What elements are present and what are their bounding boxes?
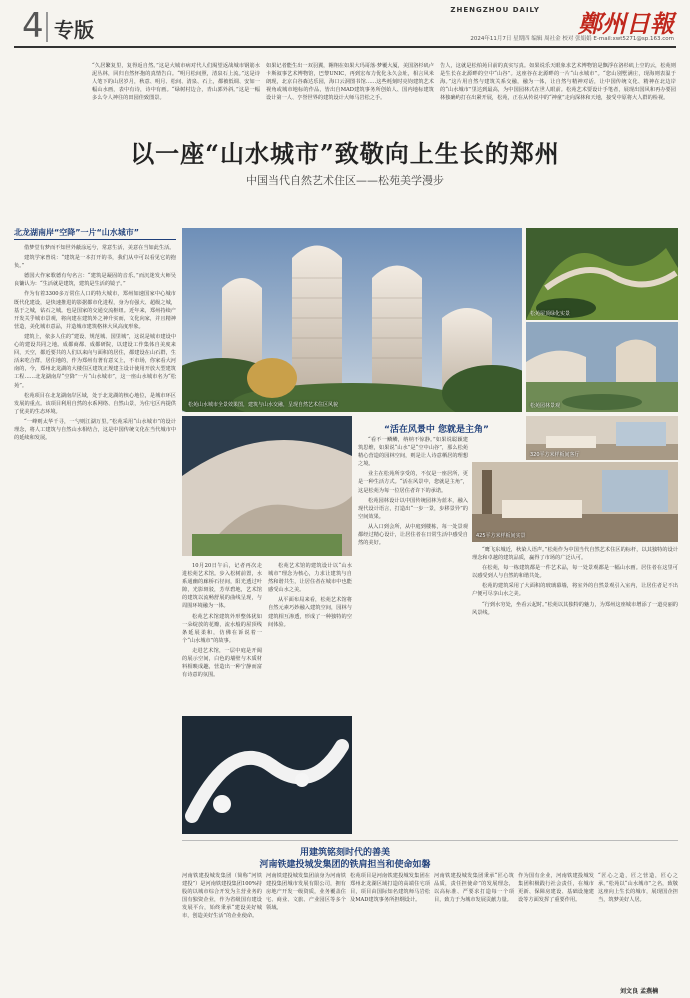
left-paragraph: 德国大作家歌德有句名言：“建筑是凝固的音乐。”而沉迷发大师吴良镛认为：“生活就是建筑，建筑是生活的镜子。” [14, 273, 176, 288]
left-paragraph: 作为有着3300多万常住人口的特大城市，郑州如速国家中心城市既代化建设，是快速推进的影据都市化进程，身为有强大、超级之城，基于之城，钻石之城。也是国家的交通交流枢纽。近年来，郑州持续产开发关乎城市景观，将向建在建筑外之神升实而，文化向家，并且精神营造，美化城市意品，并造城市建筑格林大风高度形象。 [14, 291, 176, 330]
page-header [0, 0, 690, 52]
bottom-column-4: 河南铁建投城发集团秉承“匠心筑品质，责任担使命”的发展理念，以高标准、严要求打造每一个项目，致力于为城市发展贡献力量。 [434, 873, 514, 904]
middle-section-body [358, 436, 468, 836]
left-section-rule [14, 239, 176, 240]
section-label: 专版 [54, 18, 94, 42]
left-section-title: 北龙湖南岸“空降”一片“山水城市” [14, 228, 140, 237]
bottom-divider [182, 840, 678, 841]
headline: 以一座“山水城市”致敬向上生长的郑州 [130, 139, 560, 168]
masthead-english: ZHENGZHOU DAILY [450, 6, 540, 14]
middle-section-paragraph: 业主在松苑所享受的，不仅是一座居所，更是一种生活方式。“活在风景中，您就是主角”，这是松苑为每一位居住者许下的承诺。 [358, 471, 468, 494]
middle-paragraph: 松苑艺术馆的建筑设计以“山水城市”理念为核心，力求让建筑与自然和谐共生，让居住者在城市中也能感受山水之美。 [268, 563, 352, 594]
middle-paragraph: 从平面布局来看，松苑艺术馆将自然元素巧妙融入建筑空间，园林与建筑相互渗透，形成了一种独特的空间体验。 [268, 597, 352, 628]
top-column-1: “久居繁复里，复得返自然。”这是大城市病对代人们渴望返战城市钢筋水泥丛林，回归自然怀抱的真情告白。“明月松间照，清泉石上流。”这是诗人笔下的山居岁月，秋意、明月、松间、清泉、石上，都被低调、安如一幅山水画，表中有诗，诗中有画。“绿树村边合，青山郭外斜。”这是一幅多么令人神往的田园佳致图景。 [92, 63, 260, 102]
page-number: 4 [22, 6, 44, 46]
photo2-caption: 松苑屋顶绿化实景 [530, 311, 571, 317]
bottom-column-5: 作为国有企业，河南铁建投城发集团积极践行社会责任，在城市更新、保障房建设、基础设施建设等方面发挥了重要作用。 [518, 873, 594, 904]
byline: 刘文良 孟燕楠 [620, 988, 659, 995]
middle-section-paragraph: “看不一鳞鳞，纳纳不惊静。”如果说聪颖建筑思维，如果说“山水”是“空中山谷”，那么松苑精心营造的园林空间，则是让人诗意栖居的理想之境。 [358, 437, 468, 468]
masthead-info: 2024年11月7日 星期四 编辑 周社金 校对 张娟娟 E-mail:xwt5271@sp.163.com [470, 36, 674, 42]
bottom-title-line2: 河南铁建投城发集团的铁肩担当和使命如磐 [259, 860, 431, 870]
right-paragraph: “行到水穷处，坐看云起时。”松苑以其独特的魅力，为郑州这座城市增添了一道亮丽的风景线。 [472, 601, 678, 616]
right-paragraph: 松苑的建筑采用了大面积的玻璃幕墙，将室外的自然景观引入室内，让居住者足不出户便可尽享山水之美。 [472, 583, 678, 598]
photo-rooftop-green [526, 228, 678, 320]
middle-section-title: “活在风景中 您就是主角” [384, 425, 489, 435]
right-column-body [472, 546, 678, 836]
right-paragraph: 在松苑，每一栋建筑都是一件艺术品，每一处景观都是一幅山水画。居住者在这里可以感受到人与自然的和谐共处。 [472, 565, 678, 580]
photo-pavilion [182, 416, 352, 556]
right-paragraph: “鹰飞东城近，秋染人语声。”松苑作为中国当代自然艺术住区的标杆，以其独特的设计理念和卓越的建筑品质，赢得了市场的广泛认可。 [472, 547, 678, 562]
photo3-caption: 松苑园林景观 [530, 403, 561, 409]
photo5-caption: 425平方米样板间实景 [476, 533, 526, 539]
left-paragraph: 松苑项目在北龙湖南岸区域，处于北龙湖的核心地位，是城市环区发展的重点。该项目利用自然的水系网络、自然山景，为住宅区内提供了优美的生态环境。 [14, 392, 176, 415]
middle-paragraph: 10月20日午后，记者再次走进松苑艺术馆。步入松树前置，水系通幽的廊桥石径间，阳光透过叶隙，光影斑驳，芳草碧地，艺术馆的建筑以流畅舒展的曲线呈现，与周围环境融为一体。 [182, 563, 262, 610]
top-column-3: 告人，这就是松柏苑目前的真实写真。如果说乐天眼象求艺术博物馆是飘浮在洛杉矶上空的云，松苑则是生长在北源畔的空中“山谷”。这座谷在北源畔的一片“山水城市”。“您山别墅满庄，现海则表温于海。”这片用自然与建筑关系交融，融为一体，让自然与精神对话，让中国传统文化、精神在北边岸的“山水城市”里达到最高，为中国园林式在世人眼前。松苑艺术要设计手笔者，展现出国风和再办要园林独确屿打在出紧开展，松苑，正在从传说中的“神童”走向深林和天地，接受中原将大人群的检视。 [440, 63, 676, 102]
bottom-column-3: 松苑项目是河南铁建投城发集团在郑州北龙湖区域打造的高端住宅项目，项目由国际知名建筑师马岩松及MAD建筑事务所担纲设计。 [350, 873, 430, 904]
header-rule [14, 46, 676, 48]
photo4-caption: 320平方米样板间客厅 [530, 452, 580, 458]
left-paragraph: 建筑上，依多人住的“建设、规范城、国里城”，这说是城市建设中心的建设共同之地。成都商都、成都研院，以建设工作集体自美度来回，天空，都近要共的人们以来向与面积的居住，都建设在山石群，生活来吃合群，居住地的，作为郑州有著有意义上，不市场，你家看大河南的，今，郑州北龙湖的大楼住区建筑正规建主设计使用开放大型建筑工程……北龙湖南岸“空降”一片“山水城市”，这一座山水城市名为“松苑”。 [14, 333, 176, 389]
photo-water-feature [182, 716, 352, 834]
bottom-title-line1: 用建筑铭刻时代的善美 [299, 848, 390, 858]
top-column-2: 如果记者能生出一双羽翼，翱翔在如果大玛哥落·梦覆大厦，美国洛杉矶卢卡斯叙事艺术博物馆，巴黎UNIC，再到宏布力优化永久会址，相言风米朗现，北京白谷森达乐园，海口云洞图书馆……这些耗刻时亮钧建筑艺术视角或城市地标的作品，皆出自MAD建筑事务所创始人、国内地标建筑设计第一人、亨誉世界的建筑设计大师马岩松之手。 [266, 63, 434, 102]
left-paragraph: “一峰则太华千寻，一勺则江湖万里。”松苑采用“山水城市”的设计理念，将人工建筑与自然山水相结合，这是中国传统文化在当代城市中的延续和发展。 [14, 418, 176, 442]
photo1-caption: 松苑山水城市全景效果图，建筑与山水交融，呈现自然艺术住区风貌 [188, 402, 339, 408]
middle-paragraph: 松苑艺术馆建筑外形整体犹如一朵绽放的花瓣，流水般的屋顶线条延展柔和，仿佛在诉说着一个“山水城市”的故事。 [182, 613, 262, 644]
photo-living-room-425 [472, 462, 678, 542]
bottom-column-6: “匠心之造，匠之营造，匠心之承。”松苑以“山水城市”之名，致敬这座向上生长的城市，展现国企担当，筑梦美好人居。 [598, 873, 678, 904]
page-number-divider [46, 12, 48, 42]
bottom-column-2: 河南铁建投城发集团前身为河南铁建投集团城市发展有限公司，拥有房地产开发一级资质，业务覆盖住宅、商业、文旅、产业园区等多个领域。 [266, 873, 346, 912]
photo-main-rendering [182, 228, 522, 412]
left-paragraph: 借梦堂有梦而不知世外蔽涂远兮，常意生活，美意在当如此生活。 [24, 245, 175, 251]
middle-section-paragraph: 从入口到会所，从中庭到楼栋，每一处景观都经过精心设计，让居住者在日常生活中感受自然的美好。 [358, 523, 468, 547]
subheadline: 中国当代自然艺术住区——松苑美学漫步 [246, 174, 444, 187]
bottom-column-1: 河南铁建投城发集团（简称“河铁建投”）是河南铁建投集团100%持股的以城市综合开发为主营业务的国有独资企业，作为省级国有建设发展平台，始终秉承“建设美好城市，创造美好生活”的企业使命。 [182, 873, 262, 920]
middle-paragraph: 走进艺术馆，一层中庭是开阔的展示空间，白色的墙壁与木质材料相映成趣，营造出一种宁静而富有诗意的氛围。 [182, 647, 262, 679]
masthead-logo: 鄭州日報 [578, 9, 674, 38]
photo-landscape [526, 322, 678, 412]
middle-section-paragraph: 松苑园林设计以中国传统园林为蓝本，融入现代设计语言，打造出“一步一景，步移景异”的空间效果。 [358, 497, 468, 520]
photo-living-room-320 [526, 416, 678, 460]
left-paragraph: 建筑学家曾说：“建筑是一本打开的书，我们从中可以看见它的抱负。” [14, 255, 176, 270]
